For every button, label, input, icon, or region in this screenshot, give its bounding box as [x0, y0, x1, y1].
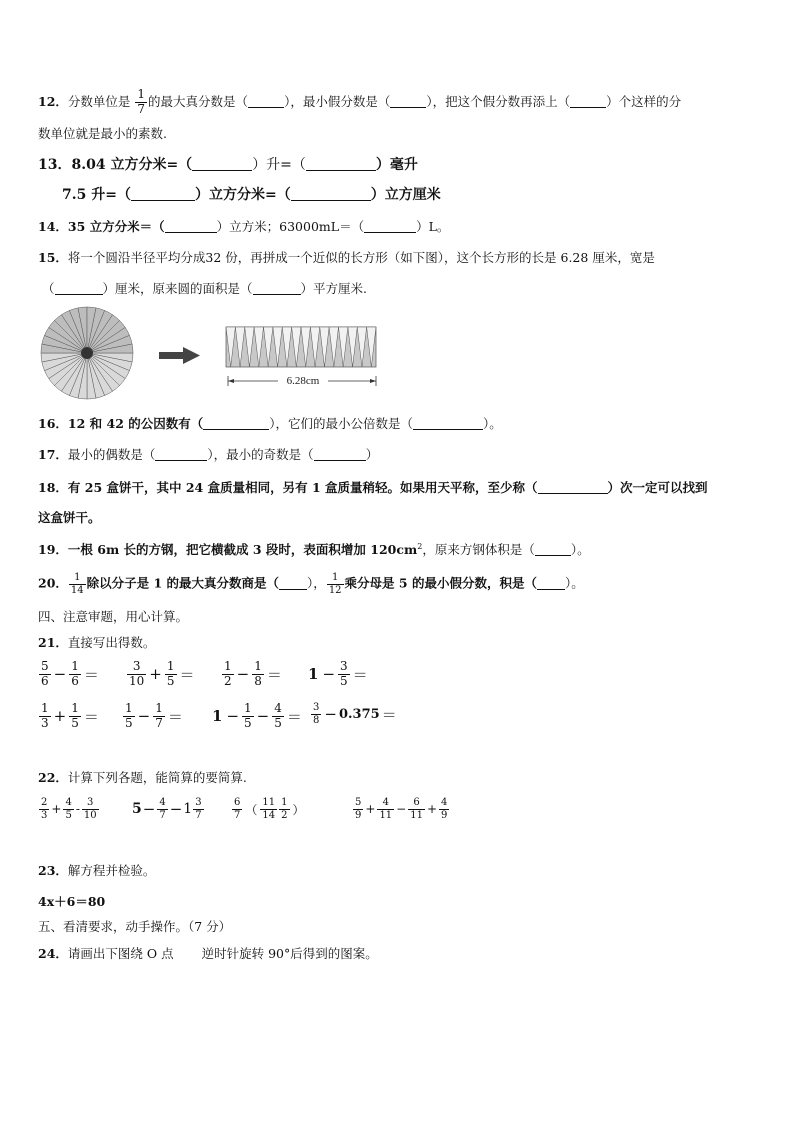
- q23-title: 23．解方程并检验。: [38, 863, 156, 878]
- q21-title: 21．直接写出得数。: [38, 635, 156, 650]
- q14-line: 14．35 立方分米＝（ ）立方米；63000mL＝（ ）L。: [38, 219, 450, 234]
- answer-blank[interactable]: [314, 449, 366, 461]
- calc-4: $\frac{5}{9}$ + $\frac{4}{11}$ − $\frac{6}{11}$ + $\frac{4}{9}$: [355, 797, 448, 821]
- circle-center: [81, 347, 93, 359]
- expr-8: $\frac{3}{8}$ − 0.375 ＝: [313, 702, 397, 726]
- question-number: 12．: [38, 93, 68, 109]
- fraction: $\frac{1}{14}$: [70, 572, 84, 596]
- q21-row1: [38, 660, 758, 700]
- answer-blank[interactable]: [55, 283, 103, 295]
- fraction: $\frac{1}{7}$: [137, 87, 146, 116]
- question-number: 15．: [38, 250, 68, 265]
- q17-line: 17．最小的偶数是（ ），最小的奇数是（ ）: [38, 447, 379, 462]
- q24-line: 24．请画出下图绕 O 点 逆时针旋转 90°后得到的图案。: [38, 946, 378, 961]
- answer-blank[interactable]: [248, 96, 284, 108]
- question-number: 13．: [38, 157, 72, 173]
- question-number: 14．: [38, 219, 68, 234]
- expr-1: $\frac{5}{6}$ − $\frac{1}{6}$ ＝: [41, 659, 99, 688]
- answer-blank[interactable]: [155, 449, 207, 461]
- q19-line: 19．一根 6m 长的方钢，把它横截成 3 段时，表面积增加 $120cm^2$，原来方钢体积是（ ）。: [38, 542, 590, 558]
- answer-blank[interactable]: [535, 544, 571, 556]
- question-number: 22．: [38, 770, 68, 785]
- question-number: 19．: [38, 542, 68, 558]
- fraction: $\frac{1}{12}$: [328, 572, 342, 596]
- q18-line2: 这盒饼干。: [38, 510, 101, 525]
- calc-2: 5− $\frac{4}{7}$ −1 $\frac{3}{7}$: [132, 797, 202, 821]
- q13-line1: 13．8.04 立方分米=（ ）升=（ ）毫升: [38, 157, 418, 173]
- section-4-heading: 四、注意审题，用心计算。: [38, 609, 189, 624]
- answer-blank[interactable]: [279, 578, 307, 590]
- q12-line2: 数单位就是最小的素数.: [38, 126, 167, 141]
- q15-line1: 15．将一个圆沿半径平均分成32 份，再拼成一个近似的长方形（如下图），这个长方形的长是 6.28 厘米，宽是: [38, 250, 655, 265]
- rearranged-rectangle: [226, 327, 376, 367]
- answer-blank[interactable]: [570, 96, 606, 108]
- q22-row: [38, 797, 758, 837]
- question-number: 18．: [38, 480, 68, 495]
- arrow-icon: [159, 347, 200, 364]
- q20-line: 20． $\frac{1}{14}$ 除以分子是 1 的最大真分数商是（ ）， $\frac{1}{12}$ 乘分母是 5 的最小假分数，积是（ ）。: [38, 572, 584, 596]
- q15-figure: [34, 305, 394, 400]
- expr-3: $\frac{1}{2}$ − $\frac{1}{8}$ ＝: [224, 659, 282, 688]
- answer-blank[interactable]: [131, 189, 195, 201]
- answer-blank[interactable]: [537, 578, 565, 590]
- answer-blank[interactable]: [165, 221, 217, 233]
- expr-4: 1 − $\frac{3}{5}$ ＝: [308, 659, 368, 688]
- expr-2: $\frac{3}{10}$ + $\frac{1}{5}$ ＝: [129, 659, 195, 688]
- calc-1: $\frac{2}{3}$ + $\frac{4}{5}$ - $\frac{3}{10}$: [41, 797, 97, 821]
- question-number: 16．: [38, 416, 68, 431]
- dimension-label: 6.28cm: [286, 375, 320, 387]
- q12-line1: 12．分数单位是 $\frac{1}{7}$ 的最大真分数是（ ），最小假分数是（ ），把这个假分数再添上（ ）个这样的分: [38, 87, 682, 116]
- question-number: 21．: [38, 635, 68, 650]
- q23-equation: 4x＋6＝80: [38, 894, 106, 909]
- q18-line1: 18．有 25 盒饼干，其中 24 盒质量相同，另有 1 盒质量稍轻。如果用天平称，至少称（ ）次一定可以找到: [38, 480, 708, 495]
- expr-6: $\frac{1}{5}$ − $\frac{1}{7}$ ＝: [125, 701, 183, 730]
- answer-blank[interactable]: [413, 418, 483, 430]
- question-number: 23．: [38, 863, 68, 878]
- section-5-heading: 五、看清要求，动手操作。（7 分）: [38, 919, 232, 934]
- answer-blank[interactable]: [538, 482, 608, 494]
- expr-5: $\frac{1}{3}$ + $\frac{1}{5}$ ＝: [41, 701, 99, 730]
- answer-blank[interactable]: [192, 159, 252, 171]
- answer-blank[interactable]: [291, 189, 371, 201]
- expr-7: 1 − $\frac{1}{5}$ − $\frac{4}{5}$ ＝: [212, 701, 302, 730]
- question-number: 17．: [38, 447, 68, 462]
- dimension-line: [228, 374, 376, 387]
- q16-line: 16．12 和 42 的公因数有（ ），它们的最小公倍数是（ ）。: [38, 416, 502, 431]
- answer-blank[interactable]: [203, 418, 269, 430]
- answer-blank[interactable]: [253, 283, 301, 295]
- q21-row2: [38, 702, 758, 742]
- question-number: 20．: [38, 575, 68, 591]
- answer-blank[interactable]: [306, 159, 376, 171]
- question-number: 24．: [38, 946, 68, 961]
- answer-blank[interactable]: [364, 221, 416, 233]
- q22-title: 22．计算下列各题，能简算的要简算.: [38, 770, 247, 785]
- q15-line2: （ ）厘米，原来圆的面积是（ ）平方厘米.: [42, 281, 368, 296]
- q13-line2: 7.5 升=（ ）立方分米=（ ）立方厘米: [62, 187, 441, 203]
- sectored-circle: [41, 307, 133, 399]
- calc-3: $\frac{6}{7}$ （ $\frac{11}{14}$ $\frac{1}{2}$ ）: [234, 797, 305, 821]
- answer-blank[interactable]: [390, 96, 426, 108]
